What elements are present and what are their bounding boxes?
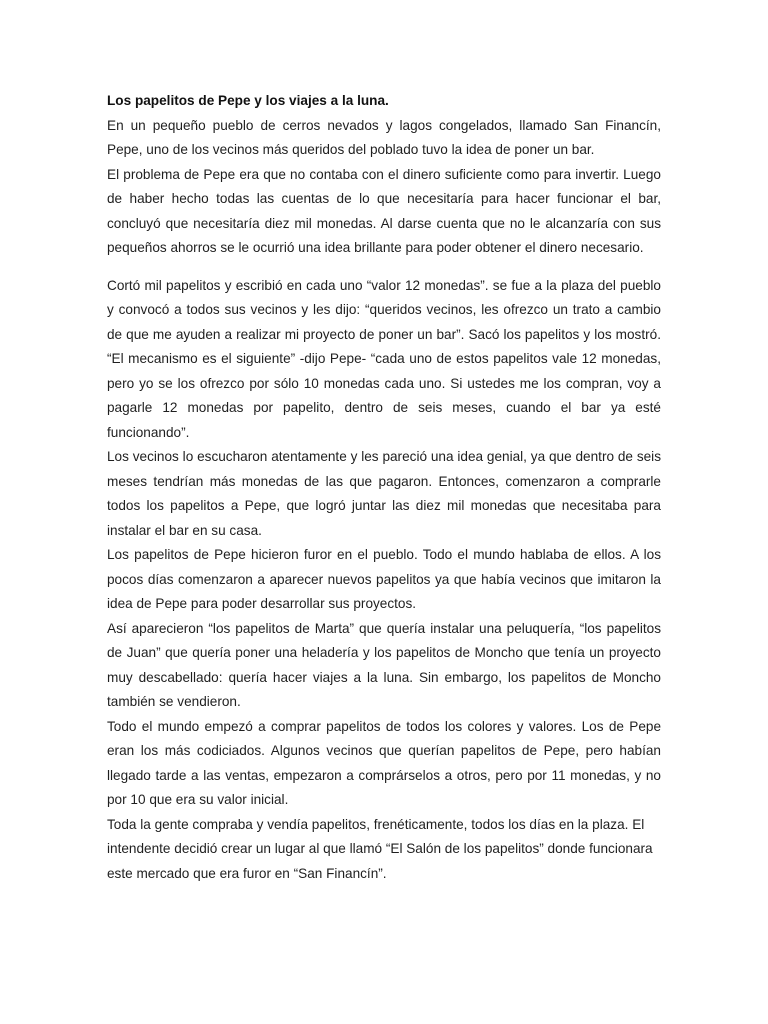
paragraph-neighbors-buy: Los vecinos lo escucharon atentamente y les pareció una idea genial, ya que dentro de seis meses tendrían más monedas de las que pagaron. Entonces, comenzaron a comprarle todos los papelitos a Pepe, que logró juntar las diez mil monedas que necesitaba para instalar el bar en su casa. bbox=[107, 449, 661, 538]
paragraph-new-papelitos: Así aparecieron “los papelitos de Marta” que quería instalar una peluquería, “los papelitos de Juan” que quería poner una heladería y los papelitos de Moncho que tenía un proyecto muy descabellado: quería hacer viajes a la luna. Sin embargo, los papelitos de Moncho también se vendieron. bbox=[107, 620, 661, 709]
paragraph-furor: Los papelitos de Pepe hicieron furor en el pueblo. Todo el mundo hablaba de ellos. A los pocos días comenzaron a aparecer nuevos papelitos ya que había vecinos que imitaron la idea de Pepe para poder desarrollar sus proyectos. bbox=[107, 547, 661, 611]
document-body bbox=[107, 89, 661, 886]
paragraph-papelitos-offer: Cortó mil papelitos y escribió en cada uno “valor 12 monedas”. se fue a la plaza del pueblo y convocó a todos sus vecinos y les dijo: “queridos vecinos, les ofrezco un trato a cambio de que me ayuden a realizar mi proyecto de poner un bar”. Sacó los papelitos y los mostró. “El mecanismo es el siguiente” -dijo Pepe- “cada uno de estos papelitos vale 12 monedas, pero yo se los ofrezco por sólo 10 monedas cada uno. Si ustedes me los compran, voy a pagarle 12 monedas por papelito, dentro de seis meses, cuando el bar ya esté funcionando”. bbox=[107, 277, 661, 440]
paragraph-salon: Toda la gente compraba y vendía papelitos, frenéticamente, todos los días en la plaza. El intendente decidió crear un lugar al que llamó “El Salón de los papelitos” donde funcionara este mercado que era furor en “San Financín”. bbox=[107, 816, 653, 881]
paragraph-trading: Todo el mundo empezó a comprar papelitos de todos los colores y valores. Los de Pepe eran los más codiciados. Algunos vecinos que querían papelitos de Pepe, pero habían llegado tarde a las ventas, empezaron a comprárselos a otros, pero por 11 monedas, y no por 10 que era su valor inicial. bbox=[107, 718, 661, 807]
paragraph-intro: En un pequeño pueblo de cerros nevados y lagos congelados, llamado San Financín, Pepe, uno de los vecinos más queridos del poblado tuvo la idea de poner un bar. bbox=[107, 117, 661, 157]
paragraph-spacer bbox=[107, 261, 661, 274]
paragraph-problem: El problema de Pepe era que no contaba con el dinero suficiente como para invertir. Luego de haber hecho todas las cuentas de lo que necesitaría para hacer funcionar el bar, concluyó que necesitaría diez mil monedas. Al darse cuenta que no le alcanzaría con sus pequeños ahorros se le ocurrió una idea brillante para poder obtener el dinero necesario. bbox=[107, 166, 661, 255]
document-title: Los papelitos de Pepe y los viajes a la luna. bbox=[107, 93, 389, 108]
